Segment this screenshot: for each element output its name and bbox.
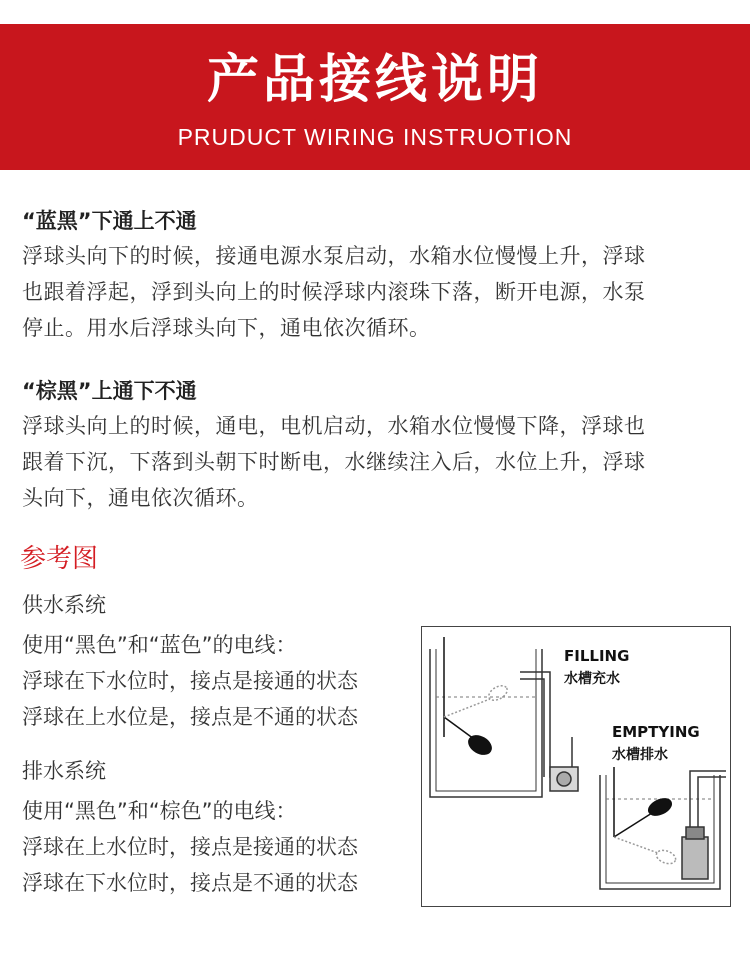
supply-line: 使用“黑色”和“蓝色”的电线： (22, 633, 297, 657)
header-banner (0, 24, 750, 170)
body-line: 停止。用水后浮球头向下，通电依次循环。 (22, 316, 431, 340)
filling-label-cn: 水槽充水 (564, 671, 620, 687)
section-title-blue-black: “蓝黑”下通上不通 (22, 209, 197, 233)
section-title-brown-black: “棕黑”上通下不通 (22, 379, 197, 403)
emptying-float (614, 767, 677, 866)
section-body-blue-black (22, 238, 730, 346)
page-title: 产品接线说明 (206, 50, 543, 110)
tank-diagram (422, 627, 730, 906)
filling-label-en: FILLING (564, 647, 630, 665)
supply-heading: 供水系统 (22, 593, 106, 617)
body-line: 也跟着浮起，浮到头向上的时候浮球内滚珠下落，断开电源，水泵 (22, 280, 646, 304)
reference-diagram (421, 626, 731, 907)
drain-heading: 排水系统 (22, 759, 106, 783)
body-line: 跟着下沉，下落到头朝下时断电，水继续注入后，水位上升，浮球 (22, 450, 646, 474)
drain-line: 浮球在下水位时，接点是不通的状态 (22, 871, 358, 895)
supply-line: 浮球在下水位时，接点是接通的状态 (22, 669, 358, 693)
section-body-brown-black (22, 408, 730, 516)
body-line: 浮球头向下的时候，接通电源水泵启动，水箱水位慢慢上升，浮球 (22, 244, 646, 268)
emptying-label-en: EMPTYING (612, 723, 700, 741)
emptying-label-cn: 水槽排水 (612, 747, 668, 763)
drain-line: 使用“黑色”和“棕色”的电线： (22, 799, 297, 823)
reference-title: 参考图 (20, 544, 99, 574)
body-line: 头向下，通电依次循环。 (22, 486, 259, 510)
emptying-tank (600, 771, 726, 889)
page-subtitle: PRUDUCT WIRING INSTRUOTION (177, 124, 573, 150)
body-line: 浮球头向上的时候，通电，电机启动，水箱水位慢慢下降，浮球也 (22, 414, 646, 438)
supply-line: 浮球在上水位是，接点是不通的状态 (22, 705, 358, 729)
filling-float (444, 637, 510, 758)
drain-line: 浮球在上水位时，接点是接通的状态 (22, 835, 358, 859)
